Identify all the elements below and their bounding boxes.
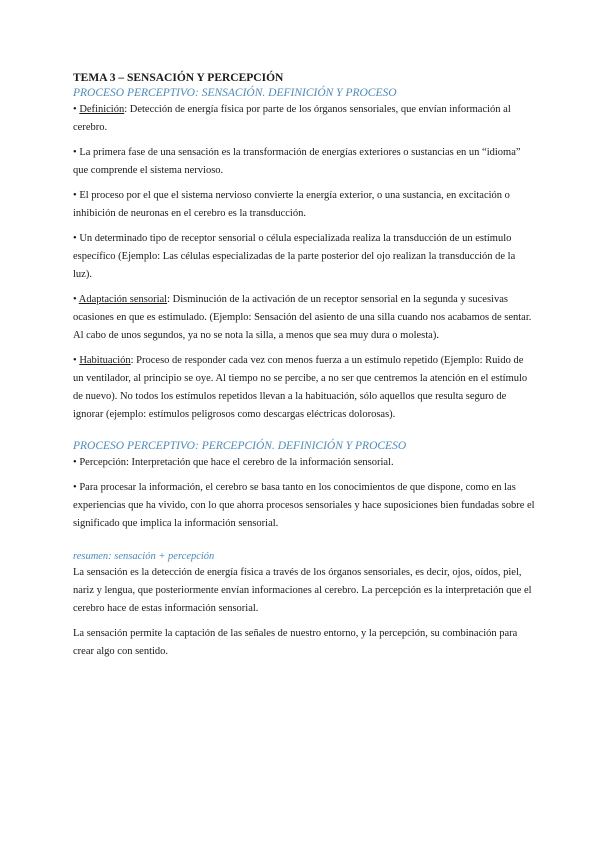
bullet-glyph: • [73, 147, 77, 158]
document-content [73, 71, 535, 668]
summary-heading: resumen: sensación + percepción [73, 551, 215, 562]
bullet-perception [73, 454, 535, 472]
bullet-glyph: • [73, 355, 77, 366]
summary-paragraph-1: La sensación es la detección de energía física a través de los órganos sensoriales, es decir, ojos, oídos, piel, nariz y lengua, que posteriormente envían informaciones al cerebro. La percepción es la interpretación que el cerebro hace de estas información sensorial. [73, 567, 532, 614]
summary-paragraph-2: La sensación permite la captación de las señales de nuestro entorno, y la percepción, su combinación para crear algo con sentido. [73, 628, 518, 657]
bullet-transduction [73, 187, 535, 223]
bullet-habituation [73, 352, 535, 424]
first-phase-text: La primera fase de una sensación es la transformación de energías exteriores o sustancias en un “idioma” que comprende el sistema nervioso. [73, 147, 521, 176]
definition-term: Definición [79, 104, 125, 115]
perception-text: Percepción: Interpretación que hace el cerebro de la información sensorial. [79, 457, 394, 468]
bullet-adaptation [73, 291, 535, 345]
adaptation-text: : Disminución de la activación de un receptor sensorial en la segunda y sucesivas ocasiones en que es estimulado. (Ejemplo: Sensación del asiento de una silla cuando nos acabamos de sentar. Al cabo de unos segundos, ya no se nota la silla, a menos que sea muy dura o molesta). [73, 294, 532, 341]
section-heading-sensation: PROCESO PERCEPTIVO: SENSACIÓN. DEFINICIÓN Y PROCESO [73, 87, 397, 99]
adaptation-term: Adaptación sensorial [78, 294, 168, 305]
document-title: TEMA 3 – SENSACIÓN Y PERCEPCIÓN [73, 72, 284, 84]
bullet-glyph: • [73, 294, 77, 305]
bullet-glyph: • [73, 190, 77, 201]
transduction-text: El proceso por el que el sistema nervioso convierte la energía exterior, o una sustancia, en excitación o inhibición de neuronas en el cerebro es la transducción. [73, 190, 510, 219]
bullet-glyph: • [73, 482, 77, 493]
section-heading-perception: PROCESO PERCEPTIVO: PERCEPCIÓN. DEFINICIÓN Y PROCESO [73, 440, 407, 452]
processing-text: Para procesar la información, el cerebro se basa tanto en los conocimientos de que dispone, como en las experiencias que ha vivido, con lo que ahorra procesos sensoriales y hace suposiciones bien fundadas sobre el significado que implica la información sensorial. [73, 482, 535, 529]
bullet-glyph: • [73, 104, 77, 115]
habituation-text: : Proceso de responder cada vez con menos fuerza a un estímulo repetido (Ejemplo: Ruido de un ventilador, al principio se oye. Al tiempo no se percibe, a no ser que centremos la atención en el estímulo de nuevo). No todos los estímulos repetidos llevan a la habituación, sólo aquellos que resulta seguro de ignorar (ejemplo: estímulos peligrosos como descargas eléctricas dolorosas). [73, 355, 528, 420]
habituation-term: Habituación [79, 355, 131, 366]
bullet-first-phase [73, 144, 535, 180]
bullet-processing [73, 479, 535, 533]
receptor-text: Un determinado tipo de receptor sensorial o célula especializada realiza la transducción de un estímulo específico (Ejemplo: Las células especializadas de la parte posterior del ojo realizan la transducción de la luz). [73, 233, 516, 280]
bullet-glyph: • [73, 233, 77, 244]
bullet-receptor [73, 230, 535, 284]
bullet-glyph: • [73, 457, 77, 468]
bullet-definition [73, 101, 535, 137]
definition-text: : Detección de energía física por parte de los órganos sensoriales, que envían información al cerebro. [73, 104, 511, 133]
